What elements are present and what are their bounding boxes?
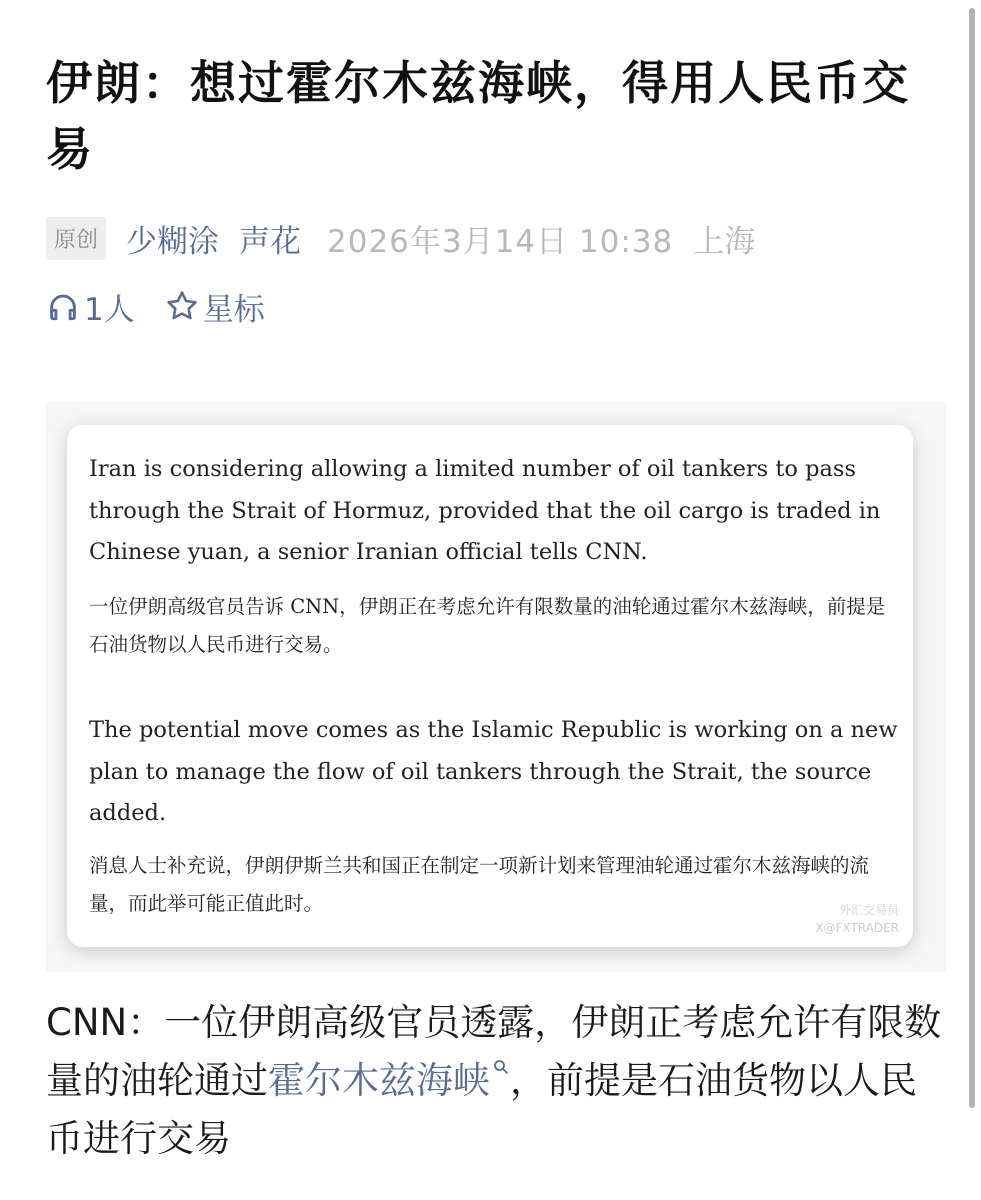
author-link[interactable]: 少糊涂	[126, 223, 220, 260]
headphones-icon	[46, 289, 80, 323]
listen-count-button[interactable]	[46, 284, 135, 329]
star-outline-icon	[165, 289, 199, 323]
watermark-line: X@FXTRADER	[815, 921, 899, 935]
original-badge: 原创	[46, 217, 106, 260]
topic-link[interactable]	[268, 1059, 510, 1102]
article-meta	[46, 214, 755, 262]
card-paragraph-zh: 消息人士补充说，伊朗伊斯兰共和国正在制定一项新计划来管理油轮通过霍尔木兹海峡的流量，而此举可能正值此时。	[89, 854, 870, 915]
card-paragraph-en: The potential move comes as the Islamic Republic is working on a new plan to manage the flow of oil tankers through the Strait, the source added.	[89, 717, 898, 826]
article-body-paragraph	[46, 994, 946, 1168]
topic-link-label: 霍尔木兹海峡	[268, 1059, 490, 1102]
article-title: 伊朗：想过霍尔木兹海峡，得用人民币交易	[46, 56, 910, 176]
star-button[interactable]	[165, 284, 265, 329]
listen-count: 1人	[84, 291, 135, 328]
embedded-news-card	[67, 425, 913, 947]
article-stats	[46, 282, 265, 330]
body-text-segment: ，前提是石油货物以人民币进行交易	[46, 1059, 917, 1160]
author-link[interactable]: 声花	[239, 223, 302, 260]
image-watermark	[815, 901, 899, 937]
card-paragraph-zh: 一位伊朗高级官员告诉 CNN，伊朗正在考虑允许有限数量的油轮通过霍尔木兹海峡，前提是石油货物以人民币进行交易。	[89, 595, 886, 656]
star-label: 星标	[202, 291, 265, 328]
search-icon	[492, 1058, 510, 1076]
publish-time: 2026年3月14日 10:38	[327, 223, 674, 260]
watermark-line: 外汇交易员	[838, 903, 899, 917]
body-text-segment: CNN：一位伊朗高级官员透露，伊朗正考虑允许有限数量的油轮通过	[46, 1001, 942, 1102]
publish-location: 上海	[693, 223, 756, 260]
card-paragraph-en: Iran is considering allowing a limited number of oil tankers to pass through the Strait of Hormuz, provided that the oil cargo is traded in Chinese yuan, a senior Iranian official tells CNN.	[89, 456, 881, 565]
page-scrollbar[interactable]	[969, 8, 975, 1108]
